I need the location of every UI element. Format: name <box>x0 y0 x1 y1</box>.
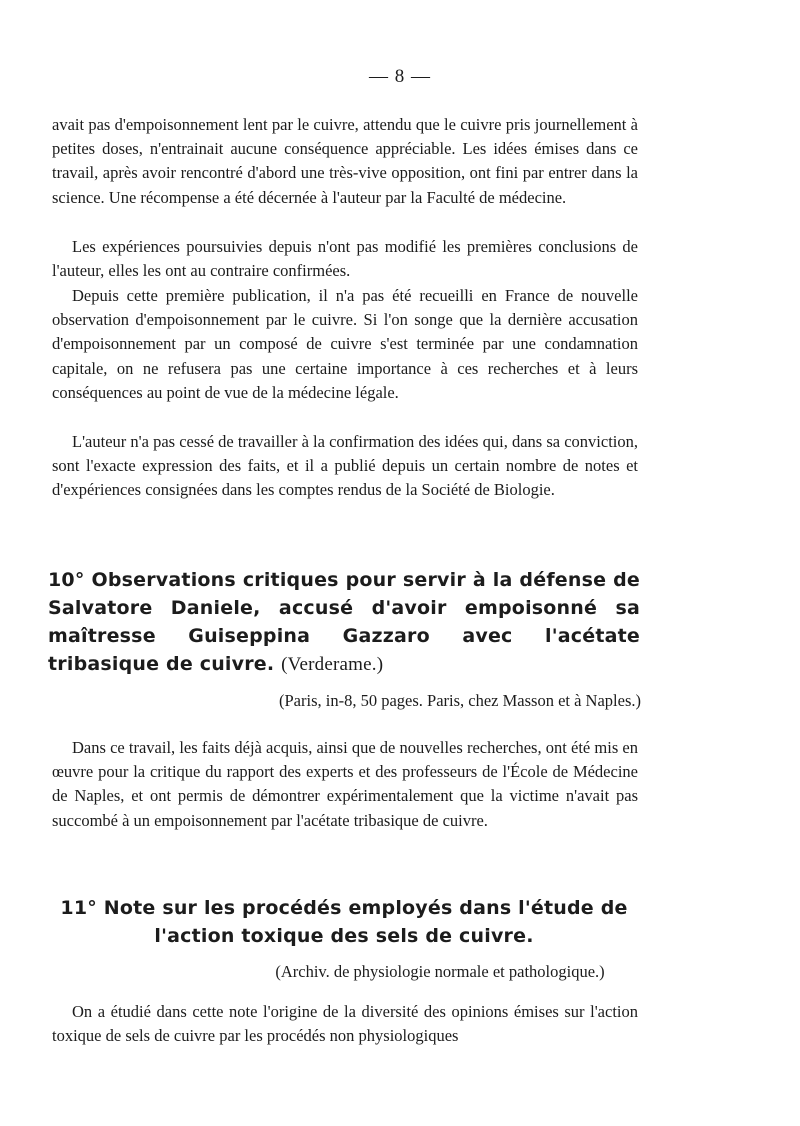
paragraph-3 <box>52 284 638 405</box>
section-10-author: (Verderame.) <box>281 654 384 675</box>
section-11-number: 11° <box>60 897 97 919</box>
paragraph-3-text: Depuis cette première publication, il n'a pas été recueilli en France de nouvelle observation d'empoisonnement par le cuivre. Si l'on songe que la dernière accusation d'empoisonnement par un composé de cuivre s'est terminée par une condamnation capitale, on ne refusera pas une certaine importance à ces recherches et à leurs conséquences au point de vue de la médecine légale. <box>52 286 638 402</box>
section-10-number: 10° <box>48 569 85 591</box>
section-11-source: (Archiv. de physiologie normale et pathologique.) <box>275 962 605 981</box>
paragraph-4-text: L'auteur n'a pas cessé de travailler à la confirmation des idées qui, dans sa conviction, sont l'exacte expression des faits, et il a publié depuis un certain nombre de notes et d'expériences consignées dans les comptes rendus de la Société de Biologie. <box>52 432 638 500</box>
section-10-source: (Paris, in-8, 50 pages. Paris, chez Masson et à Naples.) <box>279 691 641 710</box>
section-10-heading-text <box>48 566 640 679</box>
section-10-title: Observations critiques pour servir à la défense de Salvatore Daniele, accusé d'avoir empoisonné sa maîtresse Guiseppina Gazzaro avec l'acétate tribasique de cuivre. <box>48 569 640 675</box>
section-11-title: Note sur les procédés employés dans l'étude de l'action toxique des sels de cuivre. <box>103 897 628 947</box>
paragraph-2 <box>52 235 638 283</box>
paragraph-1-text: avait pas d'empoisonnement lent par le cuivre, attendu que le cuivre pris journellement à petites doses, n'entrainait aucune conséquence appréciable. Les idées émises dans ce travail, après avoir rencontré d'abord une très-vive opposition, ont fini par entrer dans la science. Une récompense a été décernée à l'auteur par la Faculté de médecine. <box>52 115 638 207</box>
paragraph-4 <box>52 430 638 503</box>
section-11-body <box>52 1000 638 1048</box>
section-10-heading <box>48 566 640 679</box>
section-10-body-text: Dans ce travail, les faits déjà acquis, ainsi que de nouvelles recherches, ont été mis en œuvre pour la critique du rapport des experts et des professeurs de l'École de Médecine de Naples, et ont permis de démontrer expérimentalement que la victime n'avait pas succombé à un empoisonnement par l'acétate tribasique de cuivre. <box>52 738 638 830</box>
paragraph-2-text: Les expériences poursuivies depuis n'ont pas modifié les premières conclusions de l'auteur, elles les ont au contraire confirmées. <box>52 237 638 281</box>
section-11-heading-text <box>48 894 640 950</box>
paragraph-1 <box>52 113 638 210</box>
section-11-body-text: On a étudié dans cette note l'origine de la diversité des opinions émises sur l'action toxique de sels de cuivre par les procédés non physiologiques <box>52 1002 638 1046</box>
page-number: — 8 — <box>369 66 431 87</box>
section-11-heading <box>48 894 640 950</box>
section-10-body <box>52 736 638 833</box>
